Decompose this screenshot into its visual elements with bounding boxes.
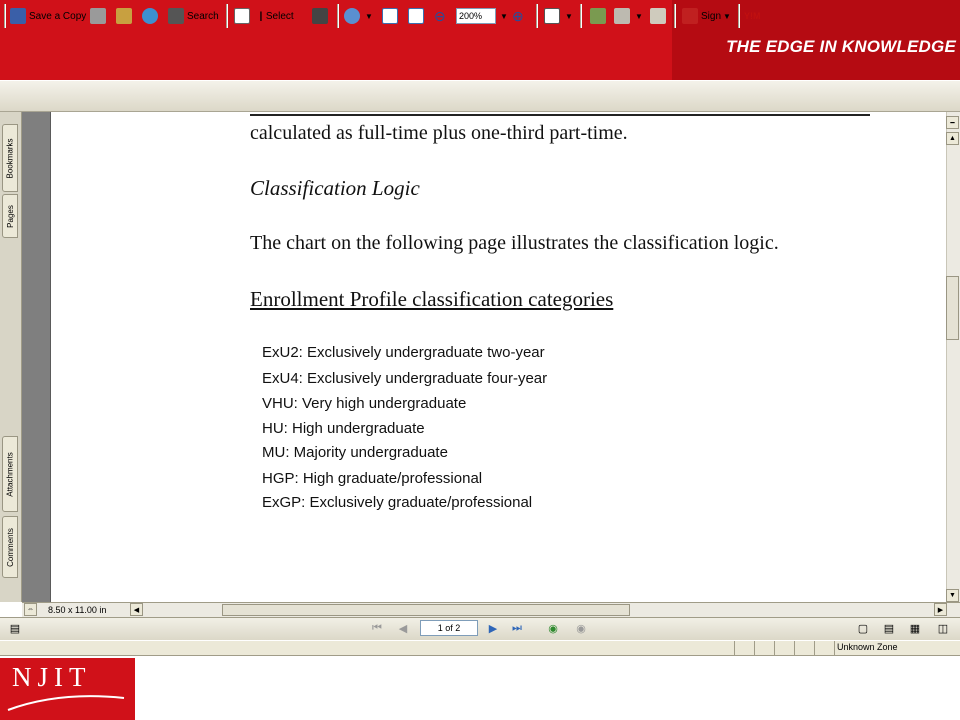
continuous-page-icon: ▤ xyxy=(883,622,895,635)
tab-attachments[interactable] xyxy=(2,436,18,512)
body-text-line: The chart on the following page illustrates the classification logic. xyxy=(250,232,779,254)
arrow-down-icon: ▼ xyxy=(949,592,956,599)
spellcheck-icon xyxy=(590,8,606,24)
njit-logo-text: NJIT xyxy=(12,662,92,692)
status-cell xyxy=(734,641,754,655)
single-page-icon: ▢ xyxy=(857,622,869,635)
toolbar-separator xyxy=(674,4,676,28)
continuous-facing-button[interactable] xyxy=(908,621,922,635)
hand-icon xyxy=(234,8,250,24)
options-icon: ▤ xyxy=(9,622,21,635)
list-item: VHU: Very high undergraduate xyxy=(262,395,467,412)
paste-icon xyxy=(650,8,666,24)
fit-width-icon xyxy=(408,8,424,24)
split-view-button[interactable] xyxy=(946,116,959,129)
rotate-page-icon xyxy=(544,8,560,24)
next-view-button[interactable] xyxy=(574,621,588,635)
tab-attachments-label: Attachments xyxy=(5,451,15,497)
options-button[interactable] xyxy=(8,621,22,635)
continuous-page-button[interactable] xyxy=(882,621,896,635)
status-cell xyxy=(754,641,774,655)
page-number-field[interactable]: 1 of 2 xyxy=(420,620,478,636)
first-page-button[interactable] xyxy=(370,621,384,635)
yahoo-icon: Y!M xyxy=(744,11,761,21)
rotate-view-button[interactable] xyxy=(544,5,573,27)
list-item: HU: High undergraduate xyxy=(262,420,425,437)
toolbar-grip xyxy=(4,4,6,28)
toolbar-separator xyxy=(536,4,538,28)
organizer-button[interactable] xyxy=(116,5,135,27)
chevron-down-icon: ▼ xyxy=(500,11,508,21)
tab-bookmarks[interactable] xyxy=(2,124,18,192)
fit-page-icon xyxy=(382,8,398,24)
camera-icon xyxy=(312,8,328,24)
paste-button[interactable] xyxy=(650,5,669,27)
binoculars-icon xyxy=(168,8,184,24)
scroll-left-button[interactable] xyxy=(130,603,143,616)
horizontal-scroll-thumb[interactable] xyxy=(222,604,630,616)
undo-icon xyxy=(614,8,630,24)
arrow-up-icon: ▲ xyxy=(949,135,956,142)
facing-page-button[interactable] xyxy=(936,621,950,635)
print-button[interactable] xyxy=(90,5,109,27)
snapshot-button[interactable] xyxy=(312,5,331,27)
status-cell xyxy=(774,641,794,655)
select-label: Select xyxy=(265,10,294,22)
next-page-icon: ▶ xyxy=(488,622,498,635)
arrow-right-icon: ▶ xyxy=(937,606,944,614)
chevron-down-icon: ▼ xyxy=(565,11,573,21)
back-circle-icon: ◉ xyxy=(548,622,558,635)
resize-panel-button[interactable] xyxy=(24,603,37,616)
single-page-button[interactable] xyxy=(856,621,870,635)
globe-mail-icon xyxy=(142,8,158,24)
split-icon: ━ xyxy=(950,119,955,127)
list-item: ExU2: Exclusively undergraduate two-year xyxy=(262,344,545,361)
list-item: HGP: High graduate/professional xyxy=(262,470,483,487)
email-button[interactable] xyxy=(142,5,161,27)
previous-page-icon: ◀ xyxy=(398,622,408,635)
search-button[interactable] xyxy=(168,5,219,27)
toolbar-separator xyxy=(226,4,228,28)
status-cell xyxy=(794,641,814,655)
list-item: ExU4: Exclusively undergraduate four-year xyxy=(262,370,548,387)
acrobat-toolbar xyxy=(0,80,960,112)
yahoo-button[interactable] xyxy=(744,5,761,27)
fit-page-button[interactable] xyxy=(382,5,401,27)
tab-comments-label: Comments xyxy=(5,527,15,567)
body-text-line: calculated as full-time plus one-third part-time. xyxy=(250,122,628,144)
magnifier-icon xyxy=(344,8,360,24)
tab-comments[interactable] xyxy=(2,516,18,578)
chevron-down-icon: ▼ xyxy=(635,11,643,21)
last-page-icon: ⏭ xyxy=(512,621,522,634)
toolbar-separator xyxy=(580,4,582,28)
scroll-up-button[interactable] xyxy=(946,132,959,145)
scroll-down-button[interactable] xyxy=(946,589,959,602)
status-cell xyxy=(814,641,834,655)
select-tool-button[interactable] xyxy=(259,5,294,27)
organizer-icon xyxy=(116,8,132,24)
previous-page-button[interactable] xyxy=(396,621,410,635)
resize-arrows-icon: ⇔ xyxy=(27,606,34,613)
text-cursor-icon: I xyxy=(259,8,263,24)
last-page-button[interactable] xyxy=(510,621,524,635)
spellcheck-button[interactable] xyxy=(590,5,609,27)
zoom-in-icon: ⊕ xyxy=(512,7,524,24)
arrow-left-icon: ◀ xyxy=(133,606,140,614)
list-item: ExGP: Exclusively graduate/professional xyxy=(262,494,533,511)
subsection-heading: Enrollment Profile classification categories xyxy=(250,287,614,311)
vertical-scroll-thumb[interactable] xyxy=(946,276,959,340)
cut-off-text-line xyxy=(250,112,870,118)
zoom-out-button[interactable] xyxy=(434,5,446,27)
scroll-right-button[interactable] xyxy=(934,603,947,616)
tagline: THE EDGE IN KNOWLEDGE xyxy=(726,37,956,56)
undo-button[interactable] xyxy=(614,5,643,27)
security-zone-label: Unknown Zone xyxy=(834,641,958,655)
sign-button[interactable] xyxy=(682,5,731,27)
zoom-in-button[interactable] xyxy=(512,5,524,27)
tab-pages[interactable] xyxy=(2,194,18,238)
fit-width-button[interactable] xyxy=(408,5,427,27)
printer-icon xyxy=(90,8,106,24)
tab-bookmarks-label: Bookmarks xyxy=(5,137,15,179)
zoom-level-input[interactable]: 200% xyxy=(456,8,496,24)
toolbar-separator xyxy=(337,4,339,28)
section-heading: Classification Logic xyxy=(250,176,420,200)
previous-view-button[interactable] xyxy=(546,621,560,635)
save-copy-button[interactable] xyxy=(10,5,86,27)
vertical-scrollbar[interactable] xyxy=(946,112,960,602)
tab-pages-label: Pages xyxy=(5,204,15,228)
list-item: MU: Majority undergraduate xyxy=(262,444,448,461)
forward-circle-icon: ◉ xyxy=(576,622,586,635)
save-copy-label: Save a Copy xyxy=(29,10,87,22)
logo-swoosh-icon xyxy=(6,690,126,714)
continuous-facing-icon: ▦ xyxy=(909,622,921,635)
search-label: Search xyxy=(187,10,219,22)
zoom-out-icon: ⊖ xyxy=(434,7,446,24)
page-size-label: 8.50 x 11.00 in xyxy=(48,605,107,615)
chevron-down-icon: ▼ xyxy=(723,11,731,21)
page-navigation-bar xyxy=(0,617,960,640)
toolbar-separator xyxy=(738,4,740,28)
first-page-icon: ⏮ xyxy=(372,621,382,634)
hand-tool-button[interactable] xyxy=(234,5,253,27)
zoom-in-tool-button[interactable] xyxy=(344,5,373,27)
sign-label: Sign xyxy=(701,10,722,22)
next-page-button[interactable] xyxy=(486,621,500,635)
zoom-dropdown[interactable] xyxy=(498,5,508,27)
chevron-down-icon: ▼ xyxy=(365,11,373,21)
facing-page-icon: ◫ xyxy=(937,622,949,635)
floppy-disk-icon xyxy=(10,8,26,24)
pen-icon xyxy=(682,8,698,24)
